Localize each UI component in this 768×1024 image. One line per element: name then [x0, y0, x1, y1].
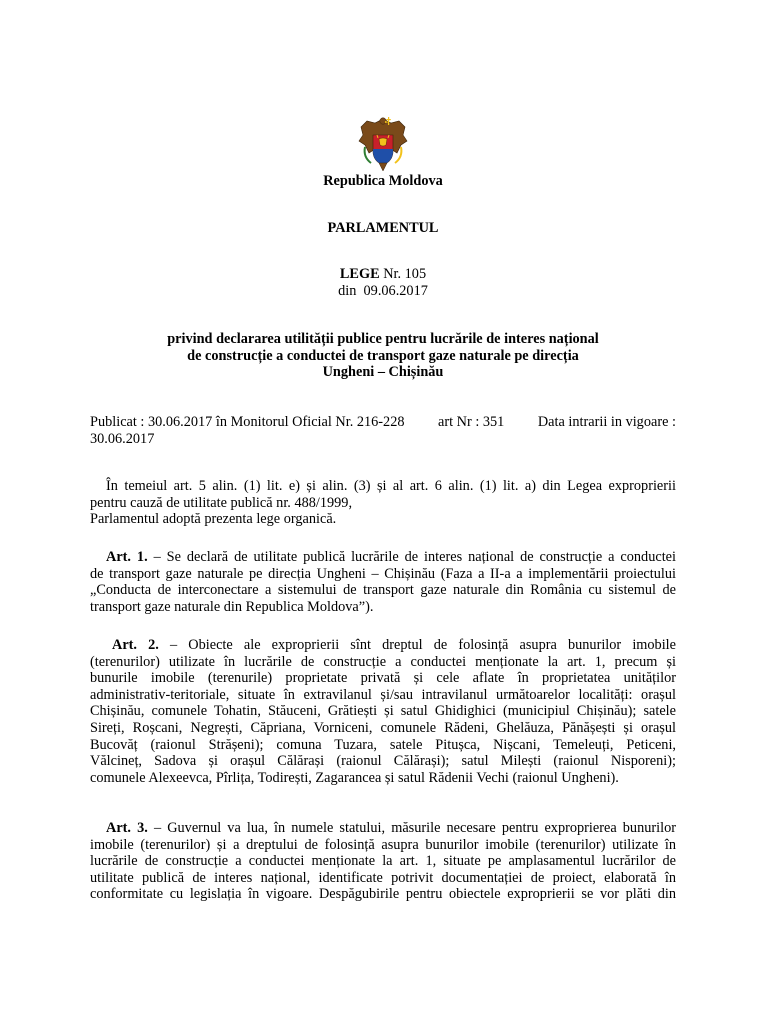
article-line: (terenurilor) utilizate în lucrările de construcție a conductei menționate la art. 1, precum și [90, 653, 676, 670]
law-type: LEGE [339, 266, 380, 282]
article-line: conformitate cu legislația în vigoare. Despăgubirile pentru obiectele exproprierii se vor plăti din [90, 886, 676, 903]
article-line: Vălcineț, Sadova și orașul Călărași (raionul Călărași); satul Milești (raionul Nisporeni); [90, 753, 676, 770]
article-line: „Conducta de interconectare a sistemului de transport gaze naturale din România cu sistemul de [90, 582, 676, 599]
article-line: transport gaze naturale din Republica Moldova”). [90, 598, 374, 615]
article-3 [90, 820, 676, 903]
article-line: Chișinău, comunele Tohatin, Stăuceni, Grătiești și satul Ghidighici (municipiul Chișinău); satele [90, 703, 676, 720]
country-name: Republica Moldova [323, 173, 443, 189]
article-label: Art. 3. [106, 820, 148, 836]
preamble [90, 478, 676, 528]
article-line: de transport gaze naturale pe direcția Ungheni – Chișinău (Faza a II-a a implementării proiectului [90, 565, 676, 582]
law-title-line: privind declararea utilității publice pentru lucrările de interes național [167, 331, 599, 347]
article-label: Art. 1. [106, 549, 148, 565]
law-title [90, 331, 676, 381]
law-title-line: de construcție a conductei de transport gaze naturale pe direcția [187, 347, 579, 364]
publication-in-force-label: Data intrarii in vigoare : [537, 414, 676, 430]
article-line: comunele Alexeevca, Pîrlița, Todirești, Zagarancea și satul Rădenii Vechi (raionul Ungheni). [90, 769, 619, 786]
article-2 [90, 637, 676, 786]
article-line: administrativ-teritoriale, situate în extravilanul și/sau intravilanul următoarelor localități: orașul [90, 686, 676, 703]
publication-source: Publicat : 30.06.2017 în Monitorul Oficial Nr. 216-228 [90, 414, 405, 430]
preamble-line: În temeiul art. 5 alin. (1) lit. e) și alin. (3) și al art. 6 alin. (1) lit. a) din Legea exproprierii [106, 478, 676, 494]
article-label: Art. 2. [112, 637, 159, 653]
article-line: imobile (terenurilor) și a dreptului de folosință asupra bunurilor imobile (terenurilor) utilizate în [90, 836, 676, 853]
article-line: Bucovăț (raionul Strășeni); comuna Tuzara, satele Pitușca, Nișcani, Temeleuți, Peticeni, [90, 736, 676, 753]
law-date: din 09.06.2017 [338, 282, 428, 299]
preamble-line: Parlamentul adoptă prezenta lege organică. [90, 511, 337, 528]
law-heading [90, 266, 676, 299]
publication-article-number: art Nr : 351 [438, 414, 505, 430]
publication-in-force-date: 30.06.2017 [90, 430, 155, 447]
publication-info [90, 414, 676, 447]
article-line: Sireți, Roșcani, Negrești, Căpriana, Vorniceni, comunele Rădeni, Ghelăuza, Pănășești și orașul [90, 719, 676, 736]
law-number: Nr. 105 [383, 266, 427, 282]
preamble-line: pentru cauză de utilitate publică nr. 488/1999, [90, 494, 353, 511]
law-title-line: Ungheni – Chișinău [322, 364, 444, 381]
article-1 [90, 549, 676, 615]
article-line: lucrările de construcție a conductei menționate la art. 1, situate pe amplasamentul lucrărilor de [90, 853, 676, 870]
institution-name: PARLAMENTUL [327, 220, 439, 236]
coat-of-arms-emblem [355, 113, 411, 173]
article-line: – Se declară de utilitate publică lucrările de interes național de construcție a conductei [147, 549, 676, 565]
article-line: – Guvernul va lua, în numele statului, măsurile necesare pentru exproprierea bunurilor [147, 820, 676, 836]
article-line: – Obiecte ale exproprierii sînt dreptul de folosință asupra bunurilor imobile [158, 637, 676, 653]
article-line: utilitate publică de interes național, identificate potrivit documentației de proiect, elaborată în [90, 869, 676, 886]
article-line: bunurile imobile (terenurile) proprietate privată și cele aflate în proprietatea unităților [90, 670, 676, 687]
